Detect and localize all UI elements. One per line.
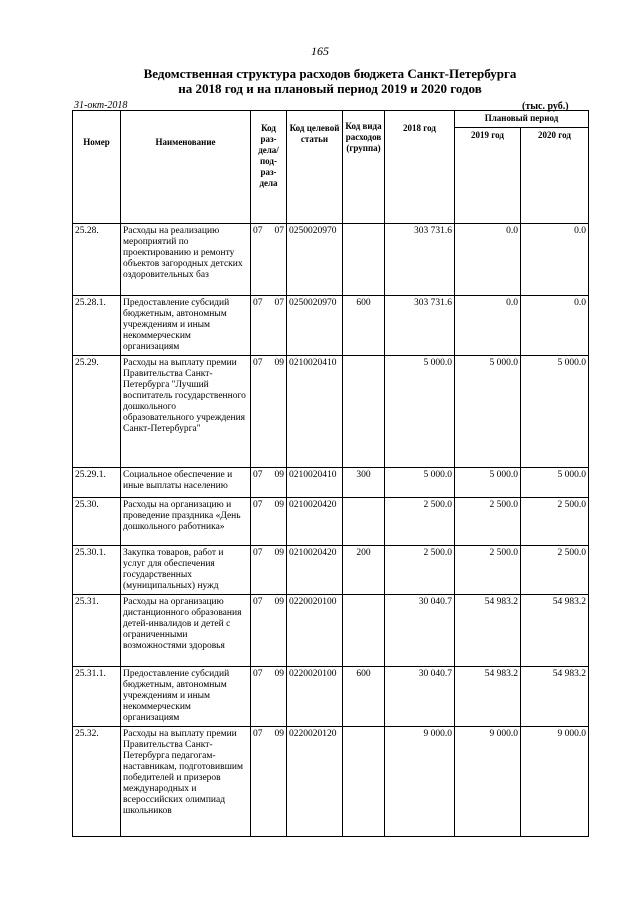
- row-value-2019: 0.0: [455, 224, 521, 296]
- row-subsection: 09: [274, 597, 284, 607]
- row-expense-type: [343, 498, 385, 546]
- row-value-2020: 54 983.2: [521, 595, 589, 667]
- row-target-code: 0220020120: [287, 727, 343, 837]
- table-row: [73, 498, 589, 546]
- row-target-code: 0210020420: [287, 546, 343, 595]
- row-value-2018: 9 000.0: [385, 727, 455, 837]
- header-year-2020: 2020 год: [521, 128, 589, 224]
- row-section: 07: [253, 669, 263, 679]
- row-target-code: 0220020100: [287, 595, 343, 667]
- row-number: 25.31.1.: [73, 667, 121, 727]
- row-number: 25.28.1.: [73, 296, 121, 356]
- header-planned-period: Плановый период: [455, 111, 589, 128]
- row-target-code: 0210020410: [287, 468, 343, 498]
- header-expense-type: Код вида расходов (группа): [343, 111, 385, 224]
- units-label: (тыс. руб.): [522, 101, 569, 112]
- row-value-2019: 0.0: [455, 296, 521, 356]
- row-name: Закупка товаров, работ и услуг для обеспечения государственных (муниципальных) нужд: [121, 546, 251, 595]
- header-name: Наименование: [121, 111, 251, 224]
- row-expense-type: [343, 595, 385, 667]
- row-value-2020: 2 500.0: [521, 498, 589, 546]
- row-value-2019: 5 000.0: [455, 468, 521, 498]
- row-value-2018: 2 500.0: [385, 498, 455, 546]
- row-value-2018: 5 000.0: [385, 468, 455, 498]
- row-section-code: [251, 224, 287, 296]
- title-line-2: на 2018 год и на плановый период 2019 и 2020 годов: [178, 81, 482, 96]
- row-target-code: 0220020100: [287, 667, 343, 727]
- row-number: 25.31.: [73, 595, 121, 667]
- row-section: 07: [253, 548, 263, 558]
- row-value-2020: 0.0: [521, 296, 589, 356]
- row-expense-type: 600: [343, 296, 385, 356]
- row-name: Предоставление субсидий бюджетным, автономным учреждениям и иным некоммерческим организациям: [121, 667, 251, 727]
- row-number: 25.29.: [73, 356, 121, 468]
- row-number: 25.28.: [73, 224, 121, 296]
- row-number: 25.30.: [73, 498, 121, 546]
- row-subsection: 09: [274, 669, 284, 679]
- table-row: [73, 468, 589, 498]
- table-row: [73, 595, 589, 667]
- row-expense-type: [343, 727, 385, 837]
- row-section-code: [251, 727, 287, 837]
- row-target-code: 0210020420: [287, 498, 343, 546]
- row-expense-type: 300: [343, 468, 385, 498]
- header-year-2019: 2019 год: [455, 128, 521, 224]
- row-subsection: 09: [274, 548, 284, 558]
- row-value-2019: 9 000.0: [455, 727, 521, 837]
- row-value-2018: 5 000.0: [385, 356, 455, 468]
- row-value-2020: 2 500.0: [521, 546, 589, 595]
- row-subsection: 09: [274, 729, 284, 739]
- row-section: 07: [253, 729, 263, 739]
- row-value-2020: 54 983.2: [521, 667, 589, 727]
- row-subsection: 09: [274, 500, 284, 510]
- row-value-2020: 5 000.0: [521, 356, 589, 468]
- table-row: [73, 296, 589, 356]
- row-number: 25.30.1.: [73, 546, 121, 595]
- row-value-2018: 30 040.7: [385, 667, 455, 727]
- row-expense-type: 600: [343, 667, 385, 727]
- row-value-2018: 2 500.0: [385, 546, 455, 595]
- row-name: Расходы на выплату премии Правительства Санкт-Петербурга "Лучший воспитатель государственного дошкольного образовательного учреждения Санкт-Петербурга": [121, 356, 251, 468]
- header-number: Номер: [73, 111, 121, 224]
- row-section: 07: [253, 226, 263, 236]
- page-number: 165: [311, 44, 329, 58]
- row-section: 07: [253, 500, 263, 510]
- row-section: 07: [253, 597, 263, 607]
- row-target-code: 0210020410: [287, 356, 343, 468]
- row-name: Расходы на выплату премии Правительства Санкт-Петербурга педагогам-наставникам, подготовившим победителей и призеров международных и всероссийских олимпиад школьников: [121, 727, 251, 837]
- document-date: 31-окт-2018: [74, 100, 128, 111]
- table-row: [73, 356, 589, 468]
- header-target-code: Код целевой статьи: [287, 111, 343, 224]
- row-number: 25.29.1.: [73, 468, 121, 498]
- row-value-2018: 303 731.6: [385, 296, 455, 356]
- row-subsection: 09: [274, 358, 284, 368]
- row-value-2019: 2 500.0: [455, 546, 521, 595]
- row-expense-type: 200: [343, 546, 385, 595]
- title-line-1: Ведомственная структура расходов бюджета Санкт-Петербурга: [143, 66, 517, 81]
- row-section: 07: [253, 470, 263, 480]
- table-row: [73, 224, 589, 296]
- row-section: 07: [253, 358, 263, 368]
- row-value-2020: 5 000.0: [521, 468, 589, 498]
- row-value-2020: 0.0: [521, 224, 589, 296]
- row-name: Расходы на организацию дистанционного образования детей-инвалидов и детей с ограниченными возможностями здоровья: [121, 595, 251, 667]
- row-section-code: [251, 296, 287, 356]
- row-value-2018: 303 731.6: [385, 224, 455, 296]
- row-subsection: 07: [274, 298, 284, 308]
- document-title: [60, 66, 600, 96]
- row-section-code: [251, 595, 287, 667]
- row-section-code: [251, 498, 287, 546]
- header-year-2018: 2018 год: [385, 111, 455, 224]
- row-section-code: [251, 667, 287, 727]
- table-row: [73, 546, 589, 595]
- header-section-code: Код раз- дела/ под- раз- дела: [251, 111, 287, 224]
- row-name: Расходы на организацию и проведение праздника «День дошкольного работника»: [121, 498, 251, 546]
- row-section-code: [251, 356, 287, 468]
- row-name: Расходы на реализацию мероприятий по проектированию и ремонту объектов загородных детских оздоровительных баз: [121, 224, 251, 296]
- row-section-code: [251, 468, 287, 498]
- row-expense-type: [343, 356, 385, 468]
- row-number: 25.32.: [73, 727, 121, 837]
- table-row: [73, 667, 589, 727]
- budget-table: [72, 110, 589, 837]
- row-subsection: 09: [274, 470, 284, 480]
- row-value-2019: 54 983.2: [455, 667, 521, 727]
- row-section-code: [251, 546, 287, 595]
- row-name: Предоставление субсидий бюджетным, автономным учреждениям и иным некоммерческим организациям: [121, 296, 251, 356]
- table-row: [73, 727, 589, 837]
- row-name: Социальное обеспечение и иные выплаты населению: [121, 468, 251, 498]
- row-value-2019: 5 000.0: [455, 356, 521, 468]
- row-value-2020: 9 000.0: [521, 727, 589, 837]
- row-value-2018: 30 040.7: [385, 595, 455, 667]
- row-target-code: 0250020970: [287, 224, 343, 296]
- row-target-code: 0250020970: [287, 296, 343, 356]
- row-section: 07: [253, 298, 263, 308]
- row-expense-type: [343, 224, 385, 296]
- row-value-2019: 54 983.2: [455, 595, 521, 667]
- row-subsection: 07: [274, 226, 284, 236]
- row-value-2019: 2 500.0: [455, 498, 521, 546]
